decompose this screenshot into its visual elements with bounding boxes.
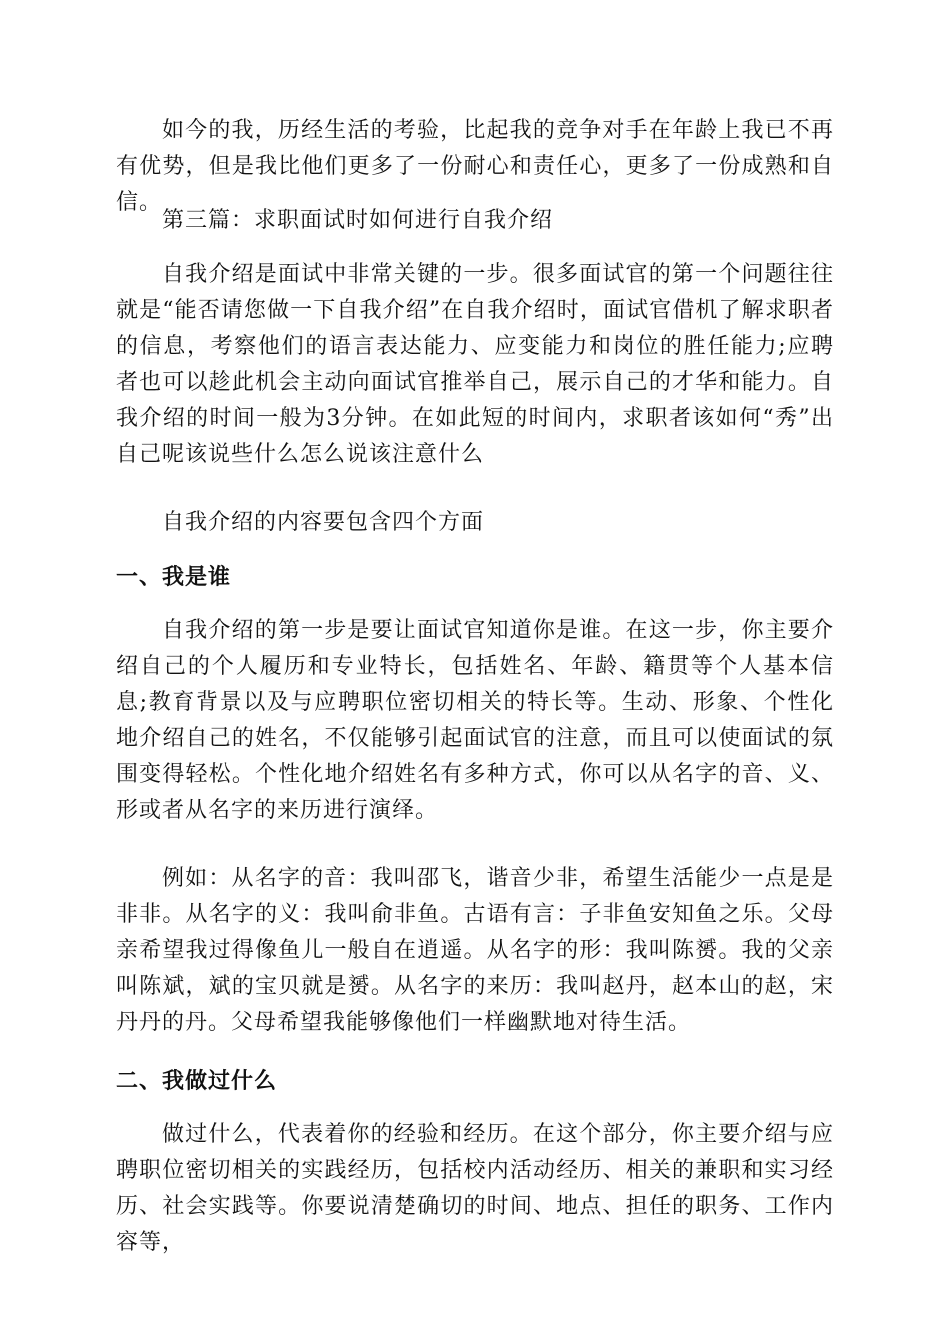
section-heading-what-i-did: 二、我做过什么 [116,1068,278,1094]
section-heading-who-am-i: 一、我是谁 [116,564,232,590]
experience-paragraph: 做过什么，代表着你的经验和经历。在这个部分，你主要介绍与应聘职位密切相关的实践经历，包括校内活动经历、相关的兼职和实习经历、社会实践等。你要说清楚确切的时间、地点、担任的职务、工作内容等， [116,1122,834,1255]
who-am-i-paragraph: 自我介绍的第一步是要让面试官知道你是谁。在这一步，你主要介绍自己的个人履历和专业特长，包括姓名、年龄、籍贯等个人基本信息;教育背景以及与应聘职位密切相关的特长等。生动、形象、个性化地介绍自己的姓名，不仅能够引起面试官的注意，而且可以使面试的氛围变得轻松。个性化地介绍姓名有多种方式，你可以从名字的音、义、形或者从名字的来历进行演绎。 [116,618,834,823]
article-title: 第三篇：求职面试时如何进行自我介绍 [162,208,554,233]
intro-paragraph: 如今的我，历经生活的考验，比起我的竞争对手在年龄上我已不再有优势，但是我比他们更多了一份耐心和责任心，更多了一份成熟和自信。 [116,118,834,215]
four-aspects-paragraph: 自我介绍的内容要包含四个方面 [162,510,485,535]
overview-paragraph: 自我介绍是面试中非常关键的一步。很多面试官的第一个问题往往就是“能否请您做一下自我介绍”在自我介绍时，面试官借机了解求职者的信息，考察他们的语言表达能力、应变能力和岗位的胜任能力;应聘者也可以趁此机会主动向面试官推举自己，展示自己的才华和能力。自我介绍的时间一般为3分钟。在如此短的时间内，求职者该如何“秀”出自己呢该说些什么怎么说该注意什么 [116,262,834,467]
name-examples-paragraph: 例如：从名字的音：我叫邵飞，谐音少非，希望生活能少一点是是非非。从名字的义：我叫俞非鱼。古语有言：子非鱼安知鱼之乐。父母亲希望我过得像鱼儿一般自在逍遥。从名字的形：我叫陈赟。我的父亲叫陈斌，斌的宝贝就是赟。从名字的来历：我叫赵丹，赵本山的赵，宋丹丹的丹。父母希望我能够像他们一样幽默地对待生活。 [116,866,834,1035]
